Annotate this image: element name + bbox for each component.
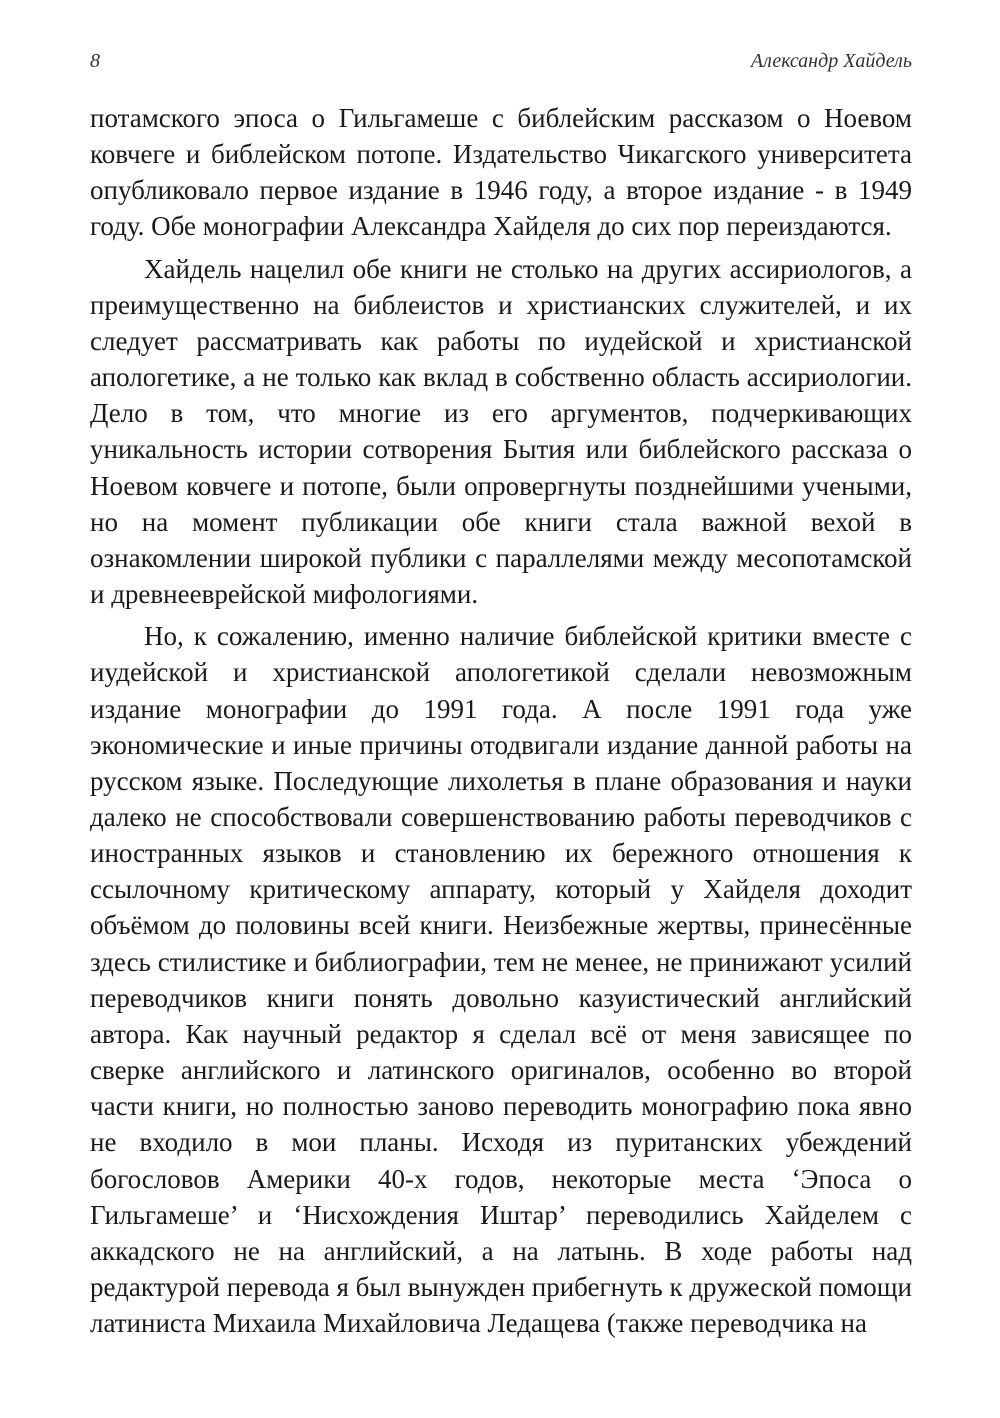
- paragraph: Но, к сожалению, именно наличие библейской критики вместе с иудейской и христианской апологетикой сделали невозможным издание монографии до 1991 года. А после 1991 года уже экономические и иные причины отодвигали издание данной работы на русском языке. Последующие лихолетья в плане образования и науки далеко не способствовали совершенствованию работы переводчиков с иностранных языков и становлению их бережного отношения к ссылочному критическому аппарату, который у Хайделя доходит объёмом до половины всей книги. Неизбежные жертвы, принесённые здесь стилистике и библиографии, тем не менее, не принижают усилий переводчиков книги понять довольно казуистический английский автора. Как научный редактор я сделал всё от меня зависящее по сверке английского и латинского оригиналов, особенно во второй части книги, но полностью заново переводить монографию пока явно не входило в мои планы. Исходя из пуританских убеждений богословов Америки 40-х годов, некоторые места ‘Эпоса о Гильгамеше’ и ‘Нисхождения Иштар’ переводились Хайделем с аккадского не на английский, а на латынь. В ходе работы над редактурой перевода я был вынужден прибегнуть к дружеской помощи латиниста Михаила Михайловича Ледащева (также переводчика на: [90, 621, 912, 1339]
- paragraph: Хайдель нацелил обе книги не столько на других ассириологов, а преимущественно на библеистов и христианских служителей, и их следует рассматривать как работы по иудейской и христианской апологетике, а не только как вклад в собственно область ассириологии. Дело в том, что многие из его аргументов, подчеркивающих уникальность истории сотворения Бытия или библейского рассказа о Ноевом ковчеге и потопе, были опровергнуты позднейшими учеными, но на момент публикации обе книги стала важной вехой в ознакомлении широкой публики с параллелями между месопотамской и древнееврейской мифологиями.: [90, 253, 912, 610]
- page-number: 8: [90, 50, 100, 72]
- body-text: [90, 100, 912, 1347]
- running-head: [90, 50, 912, 80]
- paragraph-continuation: потамского эпоса о Гильгамеше с библейским рассказом о Ноевом ковчеге и библейском потопе. Издательство Чикагского университета опубликовало первое издание в 1946 году, а второе издание - в 1949 году. Обе монографии Александра Хайделя до сих пор переиздаются.: [90, 103, 912, 242]
- running-head-author: Александр Хайдель: [750, 50, 912, 72]
